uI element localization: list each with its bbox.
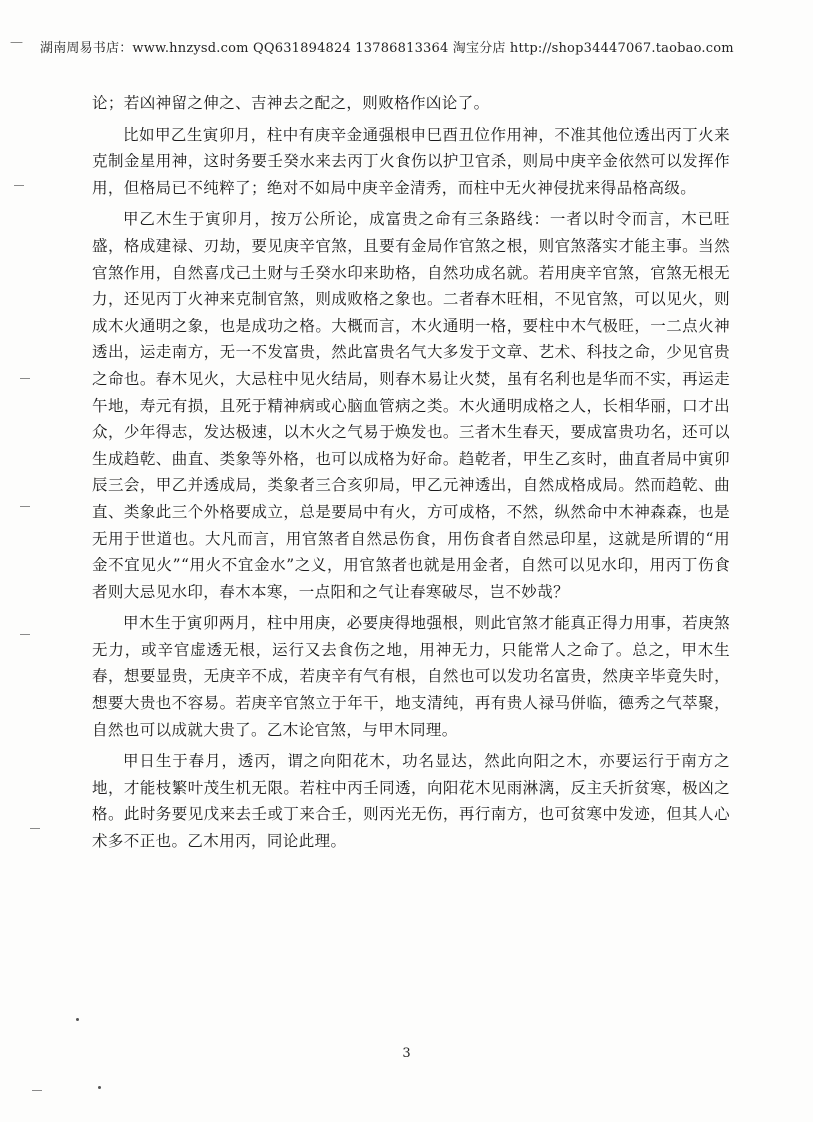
scan-mark: [30, 828, 40, 829]
paragraph: 甲乙木生于寅卯月，按万公所论，成富贵之命有三条路线：一者以时令而言，木已旺盛，格成建禄、刃劫，要见庚辛官煞，且要有金局作官煞之根，则官煞落实才能主事。当然官煞作用，自然喜戊己土财与壬癸水印来助格，自然功成名就。若用庚辛官煞，官煞无根无力，还见丙丁火神来克制官煞，则成败格之象也。二者春木旺相，不见官煞，可以见火，则成木火通明之象，也是成功之格。大概而言，木火通明一格，要柱中木气极旺，一二点火神透出，运走南方，无一不发富贵，然此富贵名气大多发于文章、艺术、科技之命，少见官贵之命也。春木见火，大忌柱中见火结局，则春木易让火焚，虽有名利也是华而不实，再运走午地，寿元有损，且死于精神病或心脑血管病之类。木火通明成格之人，长相华丽，口才出众，少年得志，发达极速，以木火之气易于焕发也。三者木生春天，要成富贵功名，还可以生成趋乾、曲直、类象等外格，也可以成格为好命。趋乾者，甲生乙亥时，曲直者局中寅卯辰三会，甲乙并透成局，类象者三合亥卯局，甲乙元神透出，自然成格成局。然而趋乾、曲直、类象此三个外格要成立，总是要局中有火，方可成格，不然，纵然命中木神森森，也是无用于世道也。大凡而言，用官煞者自然忌伤食，用伤食者自然忌印星，这就是所谓的“用金不宜见火”“用火不宜金水”之义，用官煞者也就是用金者，自然可以见水印，用丙丁伤食者则大忌见水印，春木本寒，一点阳和之气让春寒破尽，岂不妙哉？: [92, 210, 730, 601]
body-text: [92, 90, 730, 860]
margin-dash: —: [10, 35, 24, 50]
paragraph: 甲日生于春月，透丙，谓之向阳花木，功名显达，然此向阳之木，亦要运行于南方之地，才能枝繁叶茂生机无限。若柱中丙壬同透，向阳花木见雨淋漓，反主夭折贫寒，极凶之格。此时务要见戊来去壬或丁来合壬，则丙光无伤，再行南方，也可贫寒中发迹，但其人心术多不正也。乙木用丙，同论此理。: [92, 752, 730, 851]
scan-mark: [20, 506, 30, 507]
page-header: [10, 35, 800, 56]
scan-mark: [20, 634, 30, 635]
scan-mark: [20, 378, 30, 379]
scan-mark: [32, 1090, 42, 1091]
paragraph: 论；若凶神留之伸之、吉神去之配之，则败格作凶论了。: [92, 94, 490, 112]
header-text: 湖南周易书店：www.hnzysd.com QQ631894824 13786813364 淘宝分店 http://shop34447067.taobao.com: [40, 41, 734, 56]
page-number: 3: [402, 1046, 411, 1061]
scan-mark: [14, 185, 24, 186]
scan-dot: [76, 1018, 79, 1021]
paragraph: 甲木生于寅卯两月，柱中用庚，必要庚得地强根，则此官煞才能真正得力用事，若庚煞无力，或辛官虚透无根，运行又去食伤之地，用神无力，只能常人之命了。总之，甲木生春，想要显贵，无庚辛不成，若庚辛有气有根，自然也可以发功名富贵，然庚辛毕竟失时，想要大贵也不容易。若庚辛官煞立于年干，地支清纯，再有贵人禄马併临，德秀之气萃聚，自然也可以成就大贵了。乙木论官煞，与甲木同理。: [92, 614, 730, 739]
paragraph: 比如甲乙生寅卯月，柱中有庚辛金通强根申巳酉丑位作用神，不准其他位透出丙丁火来克制金星用神，这时务要壬癸水来去丙丁火食伤以护卫官杀，则局中庚辛金依然可以发挥作用，但格局已不纯粹了；绝对不如局中庚辛金清秀，而柱中无火神侵扰来得品格高级。: [92, 125, 730, 197]
scan-dot: [98, 1086, 101, 1089]
